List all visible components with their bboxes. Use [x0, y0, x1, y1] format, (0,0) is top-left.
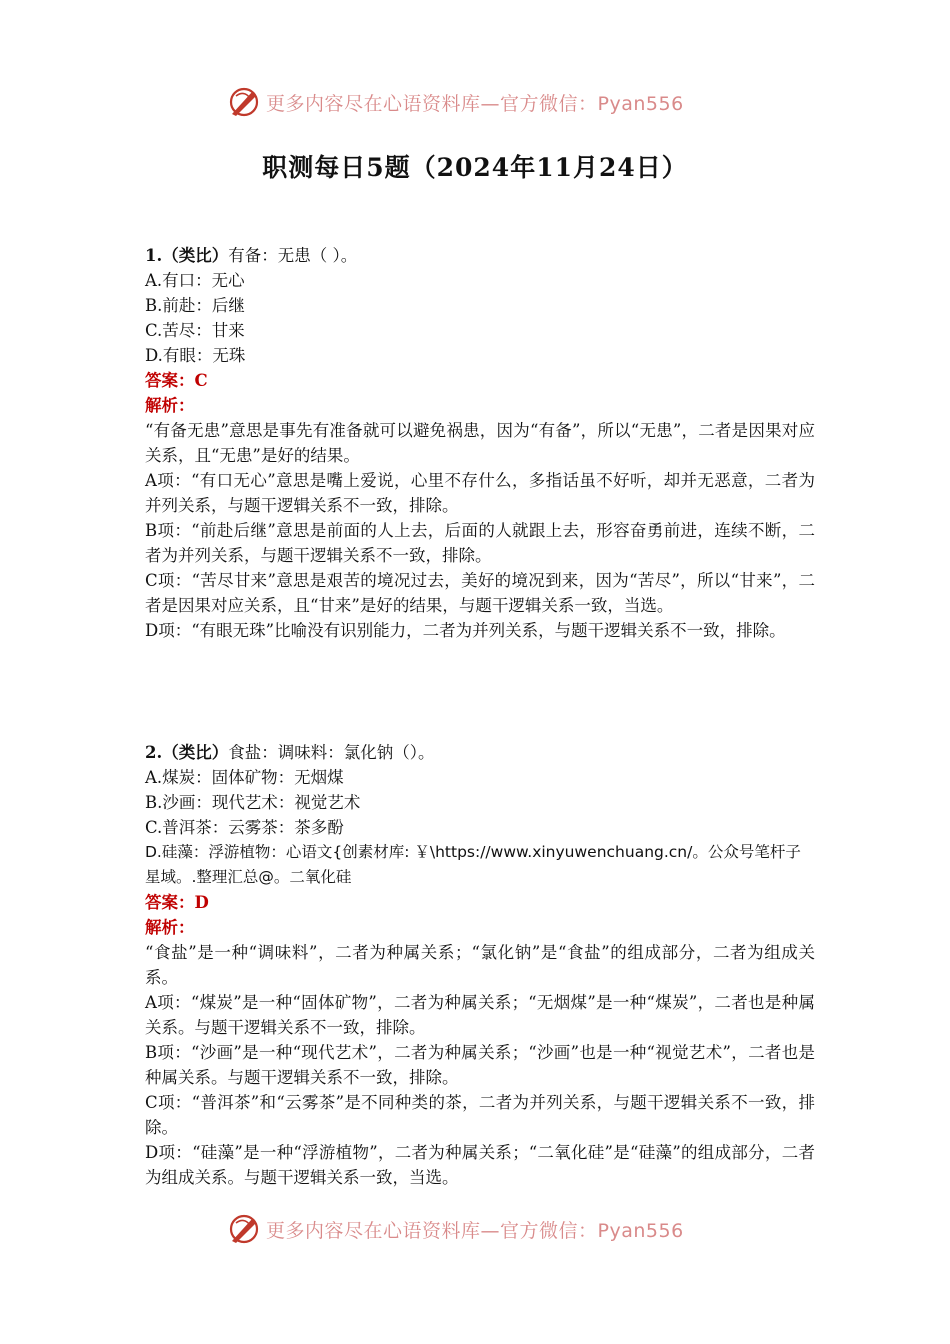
question-text: 有备：无患（ ）。 — [228, 246, 358, 265]
answer-label: 答案： — [145, 371, 195, 390]
analysis-paragraph: “有备无患”意思是事先有准备就可以避免祸患，因为“有备”，所以“无患”，二者是因果对应关系，且“无患”是好的结果。 — [145, 421, 815, 465]
analysis-label: 解析： — [145, 918, 195, 937]
question-type: （类比） — [162, 246, 229, 265]
option-d: D.有眼：无珠 — [145, 346, 246, 365]
option-b: B.前赴：后继 — [145, 296, 245, 315]
option-a: A.有口：无心 — [145, 271, 245, 290]
header-banner — [226, 82, 684, 122]
option-c: C.苦尽：甘来 — [145, 321, 245, 340]
question-type: （类比） — [162, 743, 229, 762]
question-stem — [145, 740, 815, 765]
analysis-paragraph: B项：“沙画”是一种“现代艺术”，二者为种属关系；“沙画”也是一种“视觉艺术”，二者也是种属关系。与题干逻辑关系不一致，排除。 — [145, 1043, 815, 1087]
option-a: A.煤炭：固体矿物：无烟煤 — [145, 768, 344, 787]
analysis-paragraph: A项：“煤炭”是一种“固体矿物”，二者为种属关系；“无烟煤”是一种“煤炭”，二者也是种属关系。与题干逻辑关系不一致，排除。 — [145, 993, 815, 1037]
question-1 — [145, 243, 815, 643]
analysis-paragraph: B项：“前赴后继”意思是前面的人上去，后面的人就跟上去，形容奋勇前进，连续不断，二者为并列关系，与题干逻辑关系不一致，排除。 — [145, 521, 815, 565]
banner-text: 更多内容尽在心语资料库—官方微信：Pyan556 — [266, 92, 684, 115]
pen-circle-logo-icon — [226, 84, 262, 120]
answer — [145, 368, 815, 393]
option-c: C.普洱茶：云雾茶：茶多酚 — [145, 818, 344, 837]
question-stem — [145, 243, 815, 268]
analysis-paragraph: A项：“有口无心”意思是嘴上爱说，心里不存什么，多指话虽不好听，却并无恶意，二者为并列关系，与题干逻辑关系不一致，排除。 — [145, 471, 815, 515]
analysis-paragraph: C项：“普洱茶”和“云雾茶”是不同种类的茶，二者为并列关系，与题干逻辑关系不一致，排除。 — [145, 1093, 815, 1137]
analysis-paragraph: D项：“有眼无珠”比喻没有识别能力，二者为并列关系，与题干逻辑关系不一致，排除。 — [145, 621, 786, 640]
analysis-paragraph: “食盐”是一种“调味料”，二者为种属关系；“氯化钠”是“食盐”的组成部分，二者为组成关系。 — [145, 943, 815, 987]
analysis-paragraph: C项：“苦尽甘来”意思是艰苦的境况过去，美好的境况到来，因为“苦尽”，所以“甘来”，二者是因果对应关系，且“甘来”是好的结果，与题干逻辑关系一致，当选。 — [145, 571, 815, 615]
analysis-paragraph: D项：“硅藻”是一种“浮游植物”，二者为种属关系；“二氧化硅”是“硅藻”的组成部分，二者为组成关系。与题干逻辑关系一致，当选。 — [145, 1143, 815, 1187]
answer-value: D — [194, 893, 209, 912]
page-title: 职测每日5题（2024年11月24日） — [262, 153, 688, 182]
analysis-label: 解析： — [145, 396, 195, 415]
option-d: D.硅藻：浮游植物：心语文{创素材库: ￥\https://www.xinyuwenchuang.cn/。公众号笔杆子星域。.整理汇总@。二氧化硅 — [145, 843, 801, 886]
answer-value: C — [194, 371, 208, 390]
answer — [145, 890, 815, 915]
question-number: 2. — [145, 743, 163, 762]
question-text: 食盐：调味料：氯化钠（）。 — [228, 743, 435, 762]
answer-label: 答案： — [145, 893, 195, 912]
question-2 — [145, 740, 815, 1190]
banner-text: 更多内容尽在心语资料库—官方微信：Pyan556 — [266, 1219, 684, 1242]
footer-banner — [226, 1209, 684, 1249]
option-b: B.沙画：现代艺术：视觉艺术 — [145, 793, 361, 812]
question-number: 1. — [145, 246, 163, 265]
pen-circle-logo-icon — [226, 1211, 262, 1247]
